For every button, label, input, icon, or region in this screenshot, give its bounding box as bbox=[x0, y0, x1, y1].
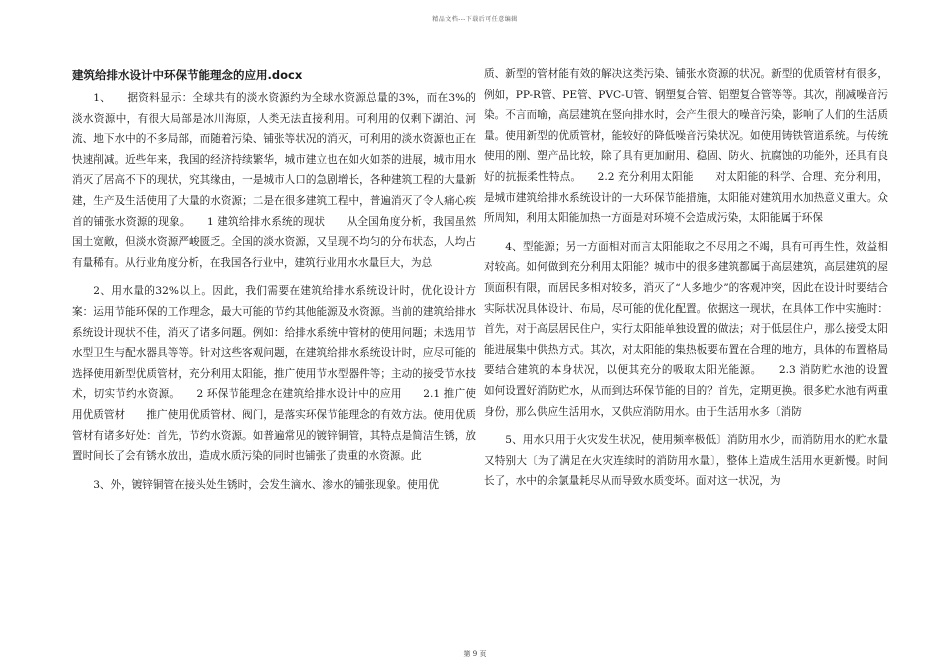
page-number: 第 9 页 bbox=[463, 650, 487, 658]
paragraph-1: 1、 据资料显示：全球共有的淡水资源约为全球水资源总量的3%，而在3%的淡水资源中，有很大局部是冰川海原，人类无法直接利用。可利用的仅剩下湖泊、河流、地下水中的不多局部，而随着污染、铺张等状况的消灭，可利用的淡水资源也正在快速削减。近些年来，我国的经济持续繁华，城市建立也在如火如荼的进展，城市用水消灭了居高不下的现状，究其缘由，一是城市人口的急剧增长，各种建筑工程的大量新建，生产及生活使用了大量的水资源；二是在很多建筑工程中，普遍消灭了令人痛心疾首的铺张水资源的现象。 1 建筑给排水系统的现状 从全国角度分析，我国虽然国土宽敞，但淡水资源严峻匮乏。全国的淡水资源，又呈现不均匀的分布状态，人均占有量稀有。从行业角度分析，在我国各行业中，建筑行业用水水量巨大，为总 bbox=[72, 92, 476, 269]
paragraph-2: 2、用水量的32%以上。因此，我们需要在建筑给排水系统设计时，优化设计方案：运用节能环保的工作理念，最大可能的节约其他能源及水资源。当前的建筑给排水系统设计现状不佳，消灭了诸多问题。例如：给排水系统中管材的使用问题；未选用节水型卫生与配水器具等等。针对这些客观问题，在建筑给排水系统设计时，应尽可能的选择使用新型优质管材，充分利用太阳能，推广使用节水型器件等；主动的接受节水技术，切实节约水资源。 2 环保节能理念在建筑给排水设计中的应用 2.1 推广使用优质管材 推广使用优质管材、阀门，是落实环保节能理念的有效方法。使用优质管材有诸多好处：首先，节约水资源。如普遍常见的镀锌铜管，其特点是简洁生锈，放置时间长了会有锈水放出，造成水质污染的同时也铺张了贵重的水资源。此 bbox=[72, 285, 476, 463]
paragraph-4: 4、型能源；另一方面相对而言太阳能取之不尽用之不竭，具有可再生性，效益相对较高。如何做到充分利用太阳能？城市中的很多建筑都属于高层建筑，高层建筑的屋顶面积有限，而居民多相对较多，消灭了“人多地少”的客观冲突，因此在设计时要结合实际状况具体设计、布局，尽可能的优化配置。依据这一现状，在具体工作中实施时：首先，对于高层居民住户，实行太阳能单独设置的做法；对于低层住户，那么接受太阳能进展集中供热方式。其次，对太阳能的集热板要布置在合理的地方，具体的布置格局要结合建筑的本身状况，以便其充分的吸取太阳光能源。 2.3 消防贮水池的设置 如何设置好消防贮水，从而到达环保节能的目的？首先，定期更换。很多贮水池有两重身份，那么供应生活用水，又供应消防用水。由于生活用水多〔消防 bbox=[484, 240, 910, 418]
paragraph-5: 5、用水只用于火灾发生状况，使用频率极低〕消防用水少，而消防用水的贮水量又特别大〔为了满足在火灾连续时的消防用水量〕，整体上造成生活用水更新慢。时间长了，水中的余氯量耗尽从而导致水质变坏。面对这一状况，为 bbox=[484, 434, 888, 488]
left-column bbox=[72, 64, 476, 503]
page-header: 精品文档---下载后可任意编辑 bbox=[432, 16, 518, 23]
right-column bbox=[484, 64, 910, 500]
document-title: 建筑给排水设计中环保节能理念的应用.docx bbox=[72, 68, 303, 82]
paragraph-3-continued: 质、新型的管材能有效的解决这类污染、铺张水资源的状况。新型的优质管材有很多，例如，PP-R管、PE管、PVC-U管、钢塑复合管、铝塑复合管等等。其次，削减噪音污染。不言而喻，高层建筑在竖向排水时，会产生很大的噪音污染，影响了人们的生活质量。使用新型的优质管材，能较好的降低噪音污染状况。如使用铸铁管道系统。与传统使用的刚、塑产品比较，除了具有更加耐用、稳固、防火、抗腐蚀的功能外，还具有良好的抗振柔性特点。 2.2 充分利用太阳能 对太阳能的科学、合理、充分利用，是城市建筑给排水系统设计的一大环保节能措施，太阳能对建筑用水加热意义重大。众所周知，利用太阳能加热一方面是对环境不会造成污染，太阳能属于环保 bbox=[484, 68, 888, 225]
paragraph-3: 3、外，镀锌铜管在接头处生锈时，会发生滴水、渗水的铺张现象。使用优 bbox=[93, 478, 439, 491]
